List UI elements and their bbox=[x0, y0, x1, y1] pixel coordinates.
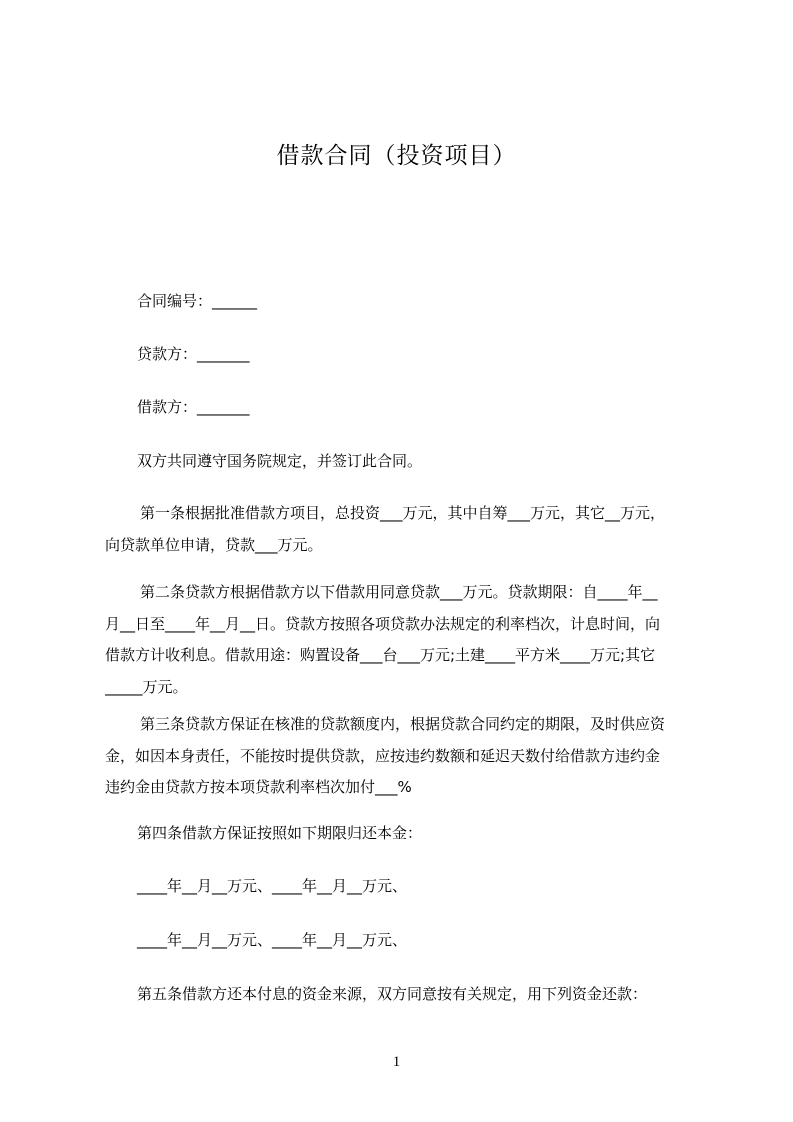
article-4: 第四条借款方保证按照如下期限归还本金： bbox=[137, 824, 423, 842]
article-3-line: 违约金由贷款方按本项贷款利率档次加付___% bbox=[105, 778, 412, 796]
article-2-line: 月__日至____年__月__日。贷款方按照各项贷款办法规定的利率档次，计息时间，向 bbox=[105, 614, 661, 633]
repayment-schedule-line: ____年__月__万元、____年__月__万元、 bbox=[137, 931, 408, 949]
article-3-line: 金，如因本身责任，不能按时提供贷款，应按违约数额和延迟天数付给借款方违约金 bbox=[105, 746, 661, 765]
article-5: 第五条借款方还本付息的资金来源，双方同意按有关规定，用下列资金还款： bbox=[137, 985, 648, 1003]
lender-field: 贷款方：_______ bbox=[137, 345, 250, 363]
article-2-line: 第二条贷款方根据借款方以下借款用同意贷款___万元。贷款期限：自____年__ bbox=[140, 583, 658, 601]
article-2 bbox=[105, 577, 703, 703]
article-1 bbox=[105, 498, 703, 561]
article-1-line: 向贷款单位申请，贷款___万元。 bbox=[105, 535, 323, 554]
article-3 bbox=[105, 709, 703, 804]
article-2-line: 借款方计收利息。借款用途：购置设备___台___万元;土建____平方米____万元;其它 bbox=[105, 646, 656, 664]
article-3-line: 第三条贷款方保证在核准的贷款额度内，根据贷款合同约定的期限，及时供应资 bbox=[140, 715, 666, 733]
contract-number-field: 合同编号：______ bbox=[137, 292, 258, 310]
repayment-schedule-line: ____年__月__万元、____年__月__万元、 bbox=[137, 877, 408, 895]
intro-paragraph: 双方共同遵守国务院规定，并签订此合同。 bbox=[137, 452, 423, 470]
article-1-line: 第一条根据批准借款方项目，总投资___万元，其中自筹___万元，其它__万元， bbox=[140, 504, 666, 522]
page-number: 1 bbox=[392, 1054, 401, 1070]
document-title: 借款合同（投资项目） bbox=[276, 143, 517, 169]
borrower-field: 借款方：_______ bbox=[137, 398, 250, 416]
article-2-line: _____万元。 bbox=[105, 677, 188, 696]
